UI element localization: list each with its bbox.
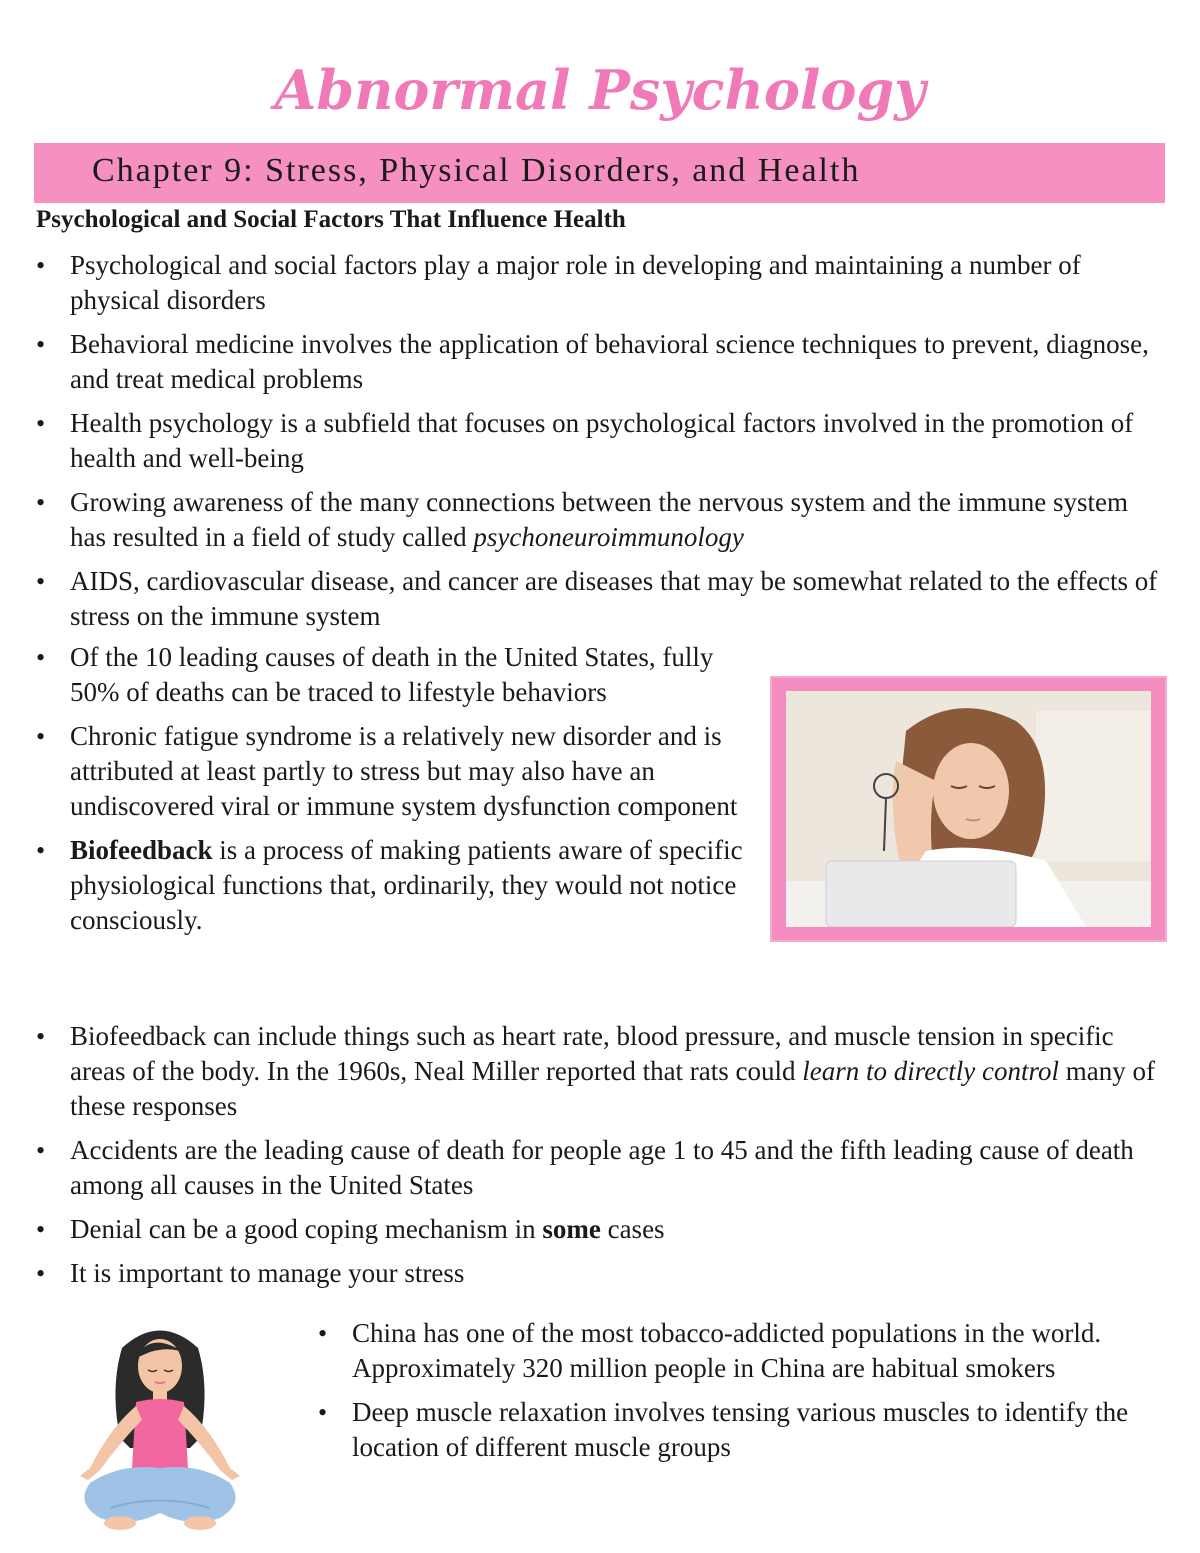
bullet-list-mid xyxy=(36,640,746,938)
bullet-item: • AIDS, cardiovascular disease, and cancer are diseases that may be somewhat related to the effects of stress on the immune system xyxy=(36,564,1166,634)
bullet-item: • Accidents are the leading cause of death for people age 1 to 45 and the fifth leading cause of death among all causes in the United States xyxy=(36,1133,1166,1203)
bullet-list-lower xyxy=(36,1019,1166,1291)
bullet-item xyxy=(36,1212,1166,1247)
bold-term: Biofeedback xyxy=(70,835,213,865)
bullet-text: Denial can be a good coping mechanism in xyxy=(70,1214,543,1244)
bullet-item: • Deep muscle relaxation involves tensing various muscles to identify the location of different muscle groups xyxy=(318,1395,1168,1465)
bullet-item: • Chronic fatigue syndrome is a relatively new disorder and is attributed at least partly to stress but may also have an undiscovered viral or immune system dysfunction component xyxy=(36,719,746,824)
bullet-text-end: cases xyxy=(600,1214,665,1244)
page-title: Abnormal Psychology xyxy=(274,58,926,122)
bullet-item: • Health psychology is a subfield that focuses on psychological factors involved in the promotion of health and well-being xyxy=(36,406,1166,476)
bullet-item: • Psychological and social factors play a major role in developing and maintaining a number of physical disorders xyxy=(36,248,1166,318)
meditating-woman-illustration xyxy=(50,1318,270,1543)
bullet-item xyxy=(36,485,1166,555)
photo-frame xyxy=(772,678,1165,940)
bullet-list-top xyxy=(36,248,1166,634)
bullet-text-end: many of these responses xyxy=(70,1056,1155,1121)
bullet-item xyxy=(36,1019,1166,1124)
bullet-text: Biofeedback can include things such as heart rate, blood pressure, and muscle tension in specific areas of the body. In the 1960s, Neal Miller reported that rats could xyxy=(70,1021,1114,1086)
bullet-item xyxy=(36,833,746,938)
section-heading: Psychological and Social Factors That Influence Health xyxy=(36,206,626,233)
tired-woman-photo xyxy=(786,691,1151,927)
italic-term: psychoneuroimmunology xyxy=(473,522,744,552)
bold-word: some xyxy=(542,1214,601,1244)
bullet-list-bottom xyxy=(318,1316,1168,1465)
bullet-text: Growing awareness of the many connections between the nervous system and the immune system has resulted in a field of study called xyxy=(70,487,1128,552)
bullet-item: • China has one of the most tobacco-addicted populations in the world. Approximately 320 million people in China are habitual smokers xyxy=(318,1316,1168,1386)
bullet-item: • Behavioral medicine involves the application of behavioral science techniques to prevent, diagnose, and treat medical problems xyxy=(36,327,1166,397)
chapter-banner xyxy=(34,143,1165,203)
bullet-item: • It is important to manage your stress xyxy=(36,1256,1166,1291)
chapter-title: Chapter 9: Stress, Physical Disorders, and Health xyxy=(92,152,861,189)
bullet-item: • Of the 10 leading causes of death in the United States, fully 50% of deaths can be traced to lifestyle behaviors xyxy=(36,640,746,710)
italic-phrase: learn to directly control xyxy=(802,1056,1059,1086)
bullet-text: is a process of making patients aware of specific physiological functions that, ordinarily, they would not notice consciously. xyxy=(70,835,743,935)
